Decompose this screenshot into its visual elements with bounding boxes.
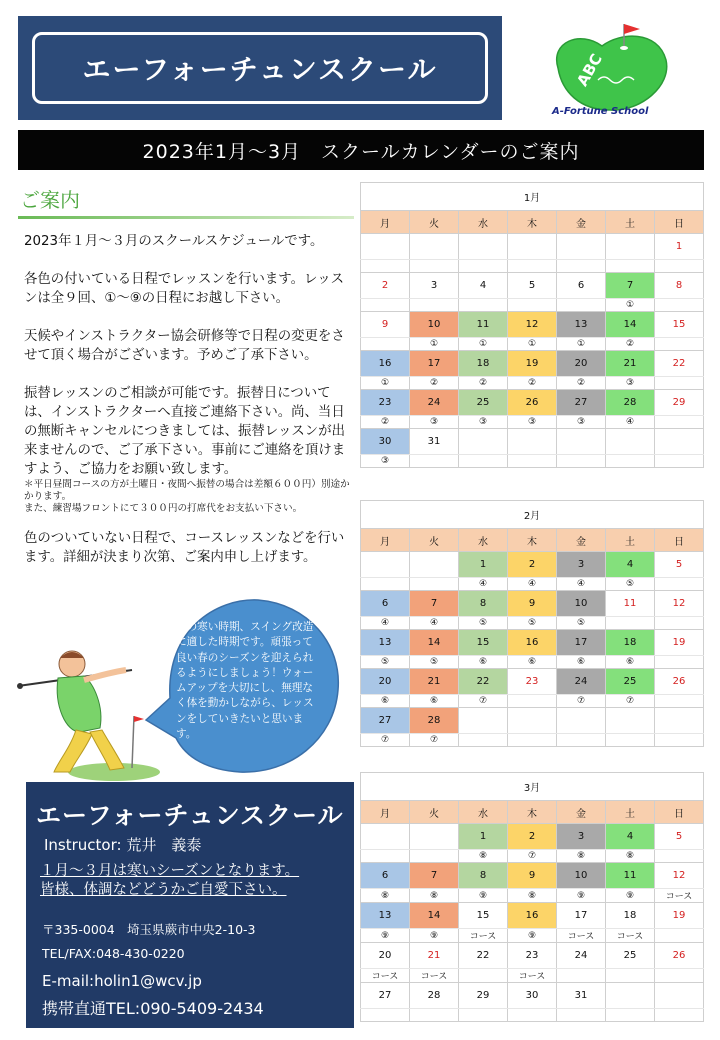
- weekday-header: 火: [410, 801, 459, 824]
- calendar-empty-cell: [361, 824, 410, 850]
- calendar-day: 18: [606, 630, 655, 656]
- guide-paragraph: 天候やインストラクター協会研修等で日程の変更をさせて頂く場合がございます。予めご了承下さい。: [24, 329, 345, 363]
- weekday-header: 日: [655, 211, 704, 234]
- lesson-number: ④: [508, 578, 557, 591]
- calendar-empty-cell: [508, 455, 557, 468]
- calendar-day: 5: [508, 273, 557, 299]
- calendar-month-title: 2月: [361, 501, 704, 529]
- calendar-day: 6: [361, 591, 410, 617]
- calendar-empty-cell: [508, 734, 557, 747]
- calendar-day: 20: [361, 943, 410, 969]
- lesson-number: ③: [508, 416, 557, 429]
- calendar-day: 12: [508, 312, 557, 338]
- calendar-empty-cell: [606, 983, 655, 1009]
- lesson-number: ①: [410, 338, 459, 351]
- calendar-empty-cell: [606, 455, 655, 468]
- banner: 2023年1月～3月 スクールカレンダーのご案内: [18, 130, 704, 170]
- calendar-day: 23: [508, 669, 557, 695]
- lesson-number: ⑦: [557, 695, 606, 708]
- lesson-number: ②: [361, 416, 410, 429]
- weekday-header: 木: [508, 801, 557, 824]
- calendar-day-note: [508, 299, 557, 312]
- lesson-number: ④: [459, 578, 508, 591]
- calendar-day-note: [655, 695, 704, 708]
- page-title: エーフォーチュンスクール: [82, 53, 438, 86]
- calendar-day: 22: [655, 351, 704, 377]
- lesson-number: ④: [361, 617, 410, 630]
- calendar-empty-cell: [557, 708, 606, 734]
- lesson-number: ⑤: [508, 617, 557, 630]
- calendar-empty-cell: [410, 260, 459, 273]
- calendar-empty-cell: [606, 708, 655, 734]
- calendar-day: 22: [459, 669, 508, 695]
- card-email[interactable]: E-mail:holin1@wcv.jp: [42, 972, 202, 990]
- calendar-empty-cell: [361, 850, 410, 863]
- lesson-number: ②: [557, 377, 606, 390]
- calendar-day: 19: [655, 903, 704, 929]
- calendar-day-note: [410, 1009, 459, 1022]
- lesson-number: ⑧: [557, 850, 606, 863]
- lesson-number: コース: [508, 969, 557, 983]
- calendar-day: 6: [557, 273, 606, 299]
- calendar-day: 25: [459, 390, 508, 416]
- lesson-number: ②: [606, 338, 655, 351]
- calendar-day-note: [508, 1009, 557, 1022]
- calendar-day-note: [410, 299, 459, 312]
- weekday-header: 木: [508, 211, 557, 234]
- calendar-empty-cell: [655, 429, 704, 455]
- lesson-number: ⑥: [606, 656, 655, 669]
- guide-paragraph: 2023年１月～３月のスクールスケジュールです。: [24, 234, 324, 249]
- calendar-day: 19: [655, 630, 704, 656]
- calendar-day-note: [361, 1009, 410, 1022]
- guide-paragraph: 各色の付いている日程でレッスンを行います。レッスンは全９回、①～⑨の日程にお越し下さい。: [24, 272, 345, 306]
- calendar-empty-cell: [459, 734, 508, 747]
- calendar-day: 3: [557, 552, 606, 578]
- lesson-number: ⑦: [508, 850, 557, 863]
- calendar-day: 18: [606, 903, 655, 929]
- lesson-number: ⑧: [410, 889, 459, 903]
- card-note-line: 皆様、体調などどうかご自愛下さい。: [40, 882, 287, 898]
- calendar-empty-cell: [459, 455, 508, 468]
- calendar-empty-cell: [459, 234, 508, 260]
- calendar-empty-cell: [606, 260, 655, 273]
- calendar-empty-cell: [361, 260, 410, 273]
- calendar-day: 7: [410, 591, 459, 617]
- calendar-day: 1: [655, 234, 704, 260]
- calendar-day: 14: [606, 312, 655, 338]
- calendar-day-note: [606, 969, 655, 983]
- lesson-number: ⑨: [410, 929, 459, 943]
- calendar-empty-cell: [410, 824, 459, 850]
- calendar-day: 23: [361, 390, 410, 416]
- lesson-number: ①: [508, 338, 557, 351]
- calendar-day: 7: [410, 863, 459, 889]
- lesson-number: ①: [557, 338, 606, 351]
- calendar-day: 8: [459, 591, 508, 617]
- weekday-header: 土: [606, 211, 655, 234]
- calendar-day: 12: [655, 591, 704, 617]
- calendar-day-note: [459, 299, 508, 312]
- calendar-day-note: [655, 416, 704, 429]
- guide-divider: [18, 216, 354, 219]
- lesson-number: ⑧: [361, 889, 410, 903]
- calendar-day: 28: [410, 983, 459, 1009]
- calendar-day-note: [655, 377, 704, 390]
- calendar-day: 23: [508, 943, 557, 969]
- lesson-number: ⑤: [606, 578, 655, 591]
- calendar-day: 10: [557, 863, 606, 889]
- calendar-day-note: [655, 850, 704, 863]
- calendar-empty-cell: [410, 234, 459, 260]
- calendar-day: 21: [606, 351, 655, 377]
- title-box: [18, 16, 502, 120]
- calendar-day-note: [459, 969, 508, 983]
- calendar-day: 24: [557, 669, 606, 695]
- calendar-january: [360, 182, 704, 468]
- calendar-empty-cell: [606, 734, 655, 747]
- weekday-header: 火: [410, 529, 459, 552]
- calendar-day: 16: [508, 630, 557, 656]
- lesson-number: コース: [557, 929, 606, 943]
- calendar-empty-cell: [361, 234, 410, 260]
- card-title: エーフォーチュンスクール: [36, 801, 344, 830]
- calendar-day: 21: [410, 943, 459, 969]
- calendar-empty-cell: [655, 708, 704, 734]
- calendar-empty-cell: [655, 1009, 704, 1022]
- lesson-number: ⑨: [361, 929, 410, 943]
- info-card: [26, 782, 354, 1028]
- calendar-day: 18: [459, 351, 508, 377]
- lesson-number: ⑥: [361, 695, 410, 708]
- calendar-day: 14: [410, 903, 459, 929]
- calendar-empty-cell: [557, 429, 606, 455]
- calendar-empty-cell: [557, 455, 606, 468]
- calendar-empty-cell: [459, 708, 508, 734]
- weekday-header: 火: [410, 211, 459, 234]
- calendar-empty-cell: [508, 234, 557, 260]
- calendar-day: 3: [410, 273, 459, 299]
- calendar-day: 13: [361, 630, 410, 656]
- lesson-number: ②: [508, 377, 557, 390]
- calendar-empty-cell: [361, 552, 410, 578]
- lesson-number: ⑨: [557, 889, 606, 903]
- lesson-number: ⑨: [459, 889, 508, 903]
- calendar-empty-cell: [606, 1009, 655, 1022]
- calendar-day: 24: [557, 943, 606, 969]
- calendar-day-note: [557, 299, 606, 312]
- lesson-number: ⑧: [459, 850, 508, 863]
- lesson-number: ⑥: [508, 656, 557, 669]
- calendar-day: 2: [508, 552, 557, 578]
- calendar-day: 16: [508, 903, 557, 929]
- card-instructor: Instructor: 荒井 義泰: [44, 836, 202, 854]
- guide-paragraph: 色のついていない日程で、コースレッスンなどを行います。詳細が決まり次第、ご案内申し上げます。: [24, 531, 345, 565]
- calendar-empty-cell: [361, 578, 410, 591]
- weekday-header: 木: [508, 529, 557, 552]
- card-note-line: １月～３月は寒いシーズンとなります。: [40, 863, 300, 879]
- calendar-day: 25: [606, 669, 655, 695]
- calendar-day: 29: [655, 390, 704, 416]
- calendar-day-note: [606, 617, 655, 630]
- bubble-message: 冬の寒い時期、スイング改造に適した時期です。頑張って良い春のシーズンを迎えられるようにしましょう！ウォームアップを大切にし、無理なく体を動かしながら、レッスンをしていきたいと思います。: [176, 621, 314, 741]
- calendar-day-note: [508, 695, 557, 708]
- calendar-march: [360, 772, 704, 1022]
- weekday-header: 月: [361, 211, 410, 234]
- lesson-number: ⑤: [361, 656, 410, 669]
- lesson-number: ④: [557, 578, 606, 591]
- calendar-day: 8: [655, 273, 704, 299]
- weekday-header: 日: [655, 801, 704, 824]
- calendar-day: 5: [655, 824, 704, 850]
- card-mobile[interactable]: 携帯直通TEL:090-5409-2434: [42, 999, 264, 1018]
- calendar-day-note: [655, 260, 704, 273]
- title-frame: [32, 32, 488, 104]
- calendar-day: 9: [361, 312, 410, 338]
- calendar-day-note: [557, 969, 606, 983]
- lesson-number: ⑦: [361, 734, 410, 747]
- calendar-day: 1: [459, 824, 508, 850]
- calendar-day: 26: [655, 669, 704, 695]
- calendar-day: 25: [606, 943, 655, 969]
- calendar-day-note: [655, 617, 704, 630]
- calendar-day: 10: [557, 591, 606, 617]
- calendar-day: 17: [410, 351, 459, 377]
- weekday-header: 日: [655, 529, 704, 552]
- guide-note: ＊平日昼間コースの方が土曜日・夜間へ振替の場合は差額６００円）別途かかります。: [24, 479, 350, 502]
- calendar-day-note: [557, 1009, 606, 1022]
- weekday-header: 水: [459, 801, 508, 824]
- guide-heading: ご案内: [20, 188, 80, 212]
- calendar-day: 17: [557, 903, 606, 929]
- lesson-number: コース: [361, 969, 410, 983]
- calendar-empty-cell: [410, 578, 459, 591]
- calendar-day: 20: [557, 351, 606, 377]
- lesson-number: ②: [459, 377, 508, 390]
- calendar-day-note: [655, 929, 704, 943]
- lesson-number: ③: [606, 377, 655, 390]
- calendar-day: 27: [361, 983, 410, 1009]
- lesson-number: ⑤: [459, 617, 508, 630]
- logo-caption: A-Fortune School: [552, 106, 649, 117]
- calendar-day: 12: [655, 863, 704, 889]
- weekday-header: 月: [361, 529, 410, 552]
- calendar-day: 3: [557, 824, 606, 850]
- calendar-day: 31: [557, 983, 606, 1009]
- calendar-day: 2: [508, 824, 557, 850]
- guide-text: [24, 232, 356, 586]
- calendar-day: 4: [606, 552, 655, 578]
- calendar-day: 29: [459, 983, 508, 1009]
- card-note: [40, 862, 299, 900]
- lesson-number: コース: [410, 969, 459, 983]
- calendar-day: 28: [410, 708, 459, 734]
- calendar-day-note: [655, 299, 704, 312]
- weekday-header: 水: [459, 211, 508, 234]
- calendar-day: 14: [410, 630, 459, 656]
- calendar-empty-cell: [655, 983, 704, 1009]
- calendar-day: 21: [410, 669, 459, 695]
- calendar-day: 7: [606, 273, 655, 299]
- lesson-number: ⑤: [557, 617, 606, 630]
- lesson-number: ⑨: [508, 929, 557, 943]
- calendar-february: [360, 500, 704, 747]
- calendar-day: 13: [361, 903, 410, 929]
- weekday-header: 金: [557, 529, 606, 552]
- guide-note: また、練習場フロントにて３００円の打席代をお支払い下さい。: [24, 503, 303, 514]
- calendar-day: 11: [606, 863, 655, 889]
- calendar-day: 26: [655, 943, 704, 969]
- calendar-empty-cell: [459, 429, 508, 455]
- lesson-number: コース: [459, 929, 508, 943]
- lesson-number: ③: [410, 416, 459, 429]
- calendar-day: 16: [361, 351, 410, 377]
- calendar-day-note: [459, 1009, 508, 1022]
- lesson-number: ③: [459, 416, 508, 429]
- calendar-day: 30: [361, 429, 410, 455]
- calendar-day: 20: [361, 669, 410, 695]
- guide-paragraph: 振替レッスンのご相談が可能です。振替日については、インストラクターへ直接ご連絡下さい。尚、当日の無断キャンセルにつきましては、振替レッスンが出来ませんので、ご了承下さい。事前にご連絡を頂けますよう、ご協力をお願い致します。: [24, 386, 346, 477]
- calendar-day: 22: [459, 943, 508, 969]
- lesson-number: ⑥: [410, 695, 459, 708]
- calendar-day: 15: [459, 630, 508, 656]
- calendar-day-note: [410, 455, 459, 468]
- calendar-day: 4: [606, 824, 655, 850]
- calendar-day: 27: [557, 390, 606, 416]
- calendar-day-note: [655, 338, 704, 351]
- weekday-header: 水: [459, 529, 508, 552]
- lesson-number: ⑤: [410, 656, 459, 669]
- calendar-empty-cell: [655, 455, 704, 468]
- calendar-empty-cell: [508, 708, 557, 734]
- calendar-empty-cell: [410, 850, 459, 863]
- calendar-empty-cell: [655, 734, 704, 747]
- calendar-day: 8: [459, 863, 508, 889]
- calendar-empty-cell: [606, 429, 655, 455]
- calendar-day: 26: [508, 390, 557, 416]
- calendar-day-note: [655, 656, 704, 669]
- lesson-number: ①: [361, 377, 410, 390]
- calendar-day: 9: [508, 591, 557, 617]
- calendar-day-note: [361, 338, 410, 351]
- lesson-number: ①: [459, 338, 508, 351]
- weekday-header: 土: [606, 529, 655, 552]
- lesson-number: ⑦: [606, 695, 655, 708]
- lesson-number: ⑨: [606, 889, 655, 903]
- weekday-header: 金: [557, 211, 606, 234]
- lesson-number: ⑦: [410, 734, 459, 747]
- weekday-header: 月: [361, 801, 410, 824]
- calendar-day: 11: [459, 312, 508, 338]
- calendar-day: 6: [361, 863, 410, 889]
- calendar-day-note: [655, 969, 704, 983]
- calendar-month-title: 1月: [361, 183, 704, 211]
- card-address: 〒335-0004 埼玉県蕨市中央2-10-3: [42, 922, 256, 937]
- calendar-day: 28: [606, 390, 655, 416]
- lesson-number: ⑦: [459, 695, 508, 708]
- card-telfax: TEL/FAX:048-430-0220: [42, 946, 185, 961]
- calendar-day: 19: [508, 351, 557, 377]
- calendar-empty-cell: [508, 429, 557, 455]
- calendar-day: 13: [557, 312, 606, 338]
- calendar-day: 30: [508, 983, 557, 1009]
- calendar-empty-cell: [606, 234, 655, 260]
- calendar-day: 17: [557, 630, 606, 656]
- calendar-day: 27: [361, 708, 410, 734]
- calendar-day: 31: [410, 429, 459, 455]
- lesson-number: コース: [655, 889, 704, 903]
- logo-letters: ABC: [573, 50, 606, 90]
- calendar-day: 9: [508, 863, 557, 889]
- lesson-number: ⑧: [508, 889, 557, 903]
- calendar-day: 2: [361, 273, 410, 299]
- lesson-number: ⑥: [459, 656, 508, 669]
- calendar-day: 4: [459, 273, 508, 299]
- lesson-number: ⑥: [557, 656, 606, 669]
- calendar-empty-cell: [557, 260, 606, 273]
- calendar-day: 15: [459, 903, 508, 929]
- calendar-empty-cell: [410, 552, 459, 578]
- lesson-number: ④: [606, 416, 655, 429]
- calendar-day: 10: [410, 312, 459, 338]
- lesson-number: ③: [361, 455, 410, 468]
- calendar-day-note: [361, 299, 410, 312]
- lesson-number: コース: [606, 929, 655, 943]
- calendar-day-note: [655, 578, 704, 591]
- lesson-number: ①: [606, 299, 655, 312]
- calendar-empty-cell: [508, 260, 557, 273]
- lesson-number: ⑧: [606, 850, 655, 863]
- calendar-empty-cell: [557, 234, 606, 260]
- calendar-day: 5: [655, 552, 704, 578]
- calendar-day: 24: [410, 390, 459, 416]
- weekday-header: 土: [606, 801, 655, 824]
- lesson-number: ③: [557, 416, 606, 429]
- calendar-month-title: 3月: [361, 773, 704, 801]
- lesson-number: ④: [410, 617, 459, 630]
- calendar-empty-cell: [557, 734, 606, 747]
- calendar-empty-cell: [459, 260, 508, 273]
- weekday-header: 金: [557, 801, 606, 824]
- calendar-day: 11: [606, 591, 655, 617]
- calendar-day: 1: [459, 552, 508, 578]
- lesson-number: ②: [410, 377, 459, 390]
- calendar-day: 15: [655, 312, 704, 338]
